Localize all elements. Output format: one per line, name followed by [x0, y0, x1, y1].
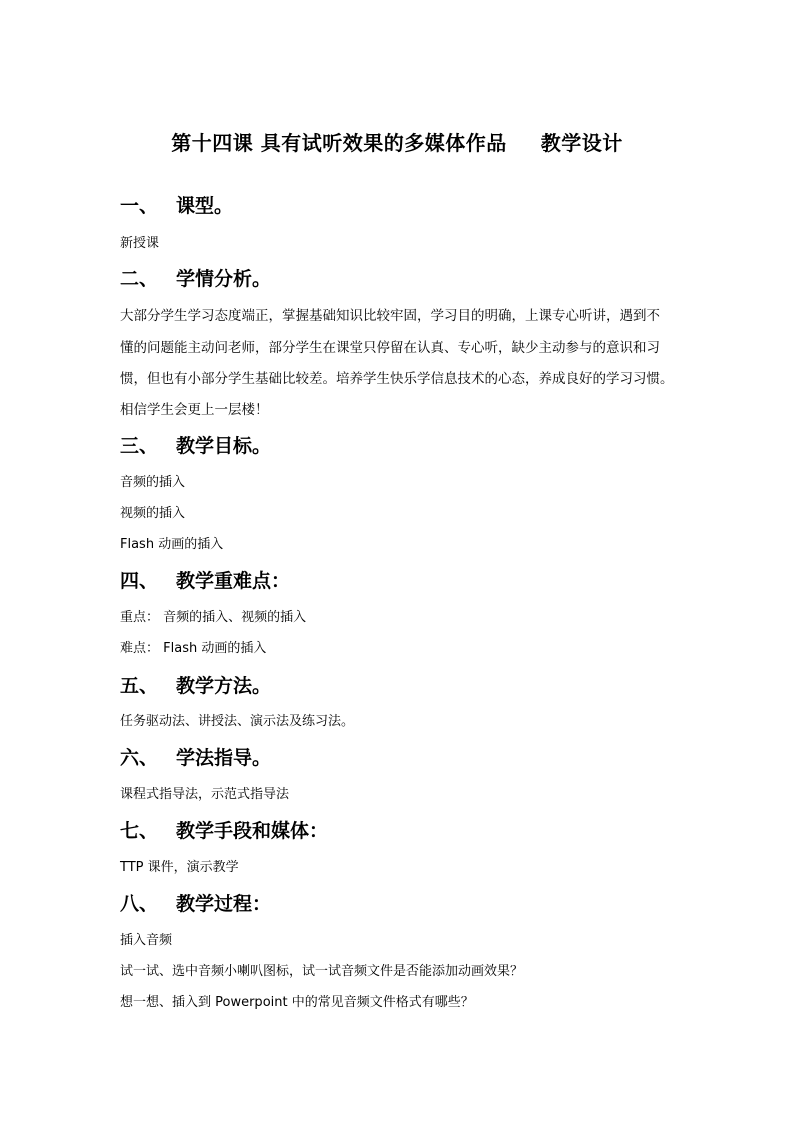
section-line: 任务驱动法、讲授法、演示法及练习法。: [120, 714, 355, 729]
section-heading-8: [120, 889, 271, 916]
paragraph-line: 懂的问题能主动问老师，部分学生在课堂只停留在认真、专心听，缺少主动参与的意识和习: [120, 340, 660, 356]
document-title: [0, 127, 794, 156]
section-number: 三、: [120, 435, 159, 457]
section-heading-7: [120, 816, 328, 843]
section-heading-4: [120, 566, 290, 593]
section-line: 想一想、插入到 Powerpoint 中的常见音频文件格式有哪些？: [120, 995, 474, 1010]
section-title: 教学重难点：: [176, 570, 291, 592]
section-line: 新授课: [120, 236, 160, 251]
section-heading-2: [120, 264, 271, 291]
section-number: 八、: [120, 893, 159, 915]
section-number: 六、: [120, 747, 159, 769]
section-number: 四、: [120, 570, 159, 592]
section-title: 教学目标。: [176, 435, 272, 457]
section-number: 五、: [120, 675, 159, 697]
section-title: 教学手段和媒体：: [176, 820, 329, 842]
section-line: 视频的插入: [120, 506, 186, 521]
section-number: 二、: [120, 268, 159, 290]
section-line: 课程式指导法，示范式指导法: [120, 787, 290, 802]
section-title: 学法指导。: [176, 747, 272, 769]
section-heading-1: [120, 191, 233, 218]
section-line: 重点： 音频的插入、视频的插入: [120, 610, 307, 625]
section-title: 教学方法。: [176, 675, 272, 697]
paragraph-line: 相信学生会更上一层楼！: [120, 402, 269, 418]
section-title: 课型。: [176, 195, 234, 217]
section-line: 试一试、选中音频小喇叭图标，试一试音频文件是否能添加动画效果？: [120, 964, 524, 979]
paragraph-line: 惯，但也有小部分学生基础比较差。培养学生快乐学信息技术的心态，养成良好的学习习惯。: [120, 371, 674, 387]
section-title: 学情分析。: [176, 268, 272, 290]
section-line: TTP 课件，演示教学: [120, 860, 239, 875]
title-main: 第十四课 具有试听效果的多媒体作品: [171, 131, 507, 155]
section-number: 一、: [120, 195, 159, 217]
title-suffix: 教学设计: [540, 131, 623, 155]
section-heading-3: [120, 431, 271, 458]
section-heading-5: [120, 671, 271, 698]
section-heading-6: [120, 743, 271, 770]
section-line: 难点： Flash 动画的插入: [120, 641, 267, 656]
paragraph-line: 大部分学生学习态度端正，掌握基础知识比较牢固，学习目的明确，上课专心听讲，遇到不: [120, 308, 660, 324]
section-line: Flash 动画的插入: [120, 537, 224, 552]
section-title: 教学过程：: [176, 893, 272, 915]
section-line: 插入音频: [120, 933, 173, 948]
section-line: 音频的插入: [120, 475, 186, 490]
section-number: 七、: [120, 820, 159, 842]
